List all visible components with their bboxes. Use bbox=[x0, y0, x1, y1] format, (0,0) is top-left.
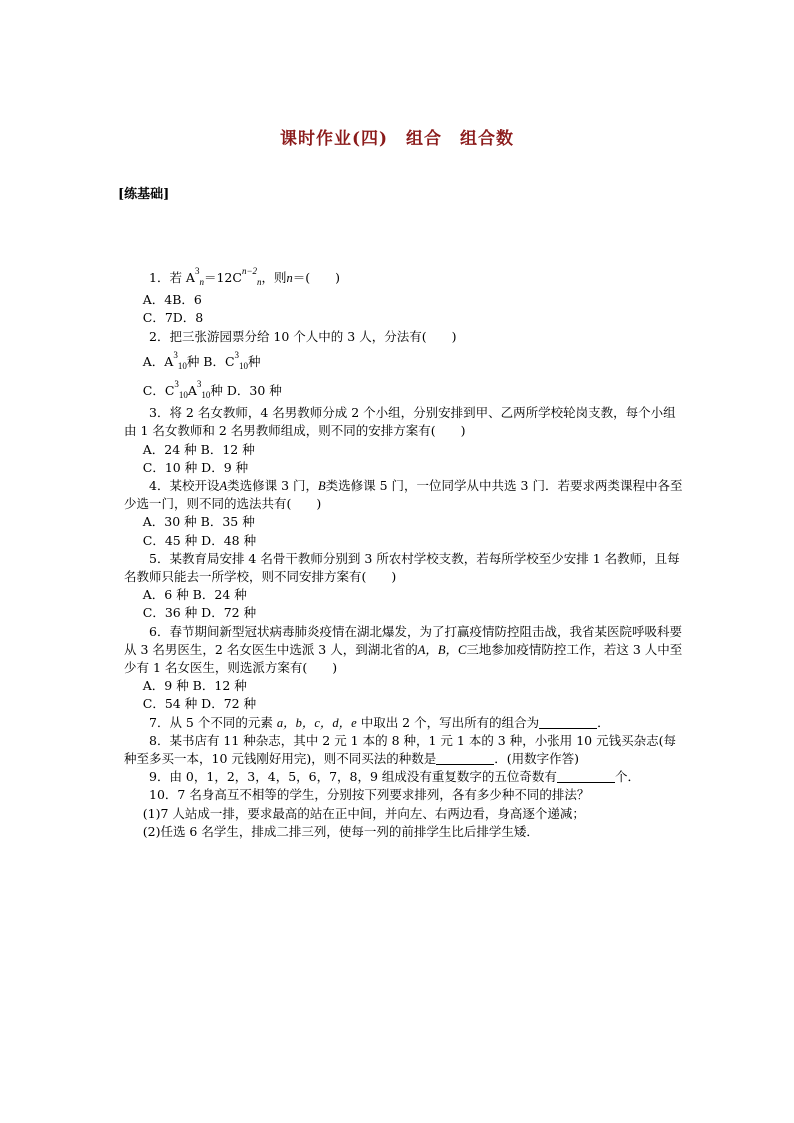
question-3-options-ab: A．24 种 B．12 种 bbox=[142, 441, 255, 457]
question-1-options-ab: A．4B．6 bbox=[142, 292, 202, 308]
question-2-options-cd: C．$C^3_{10}A^3_{10}$种 D．30 种 bbox=[142, 379, 282, 401]
answer-blank-7[interactable] bbox=[539, 716, 597, 729]
question-3-options-cd: C．10 种 D．9 种 bbox=[142, 459, 249, 475]
question-5: 5．某教育局安排 4 名骨干教师分别到 3 所农村学校支教，若每所学校至少安排 1 名教师，且每名教师只能去一所学校，则不同安排方案有( ) bbox=[124, 550, 680, 585]
question-3: 3．将 2 名女教师，4 名男教师分成 2 个小组，分别安排到甲、乙两所学校轮岗支教，每个小组由 1 名女教师和 2 名男教师组成，则不同的安排方案有( ) bbox=[124, 405, 676, 439]
question-9: 9．由 0，1，2，3，4，5，6，7，8，9 组成没有重复数字的五位奇数有 个． bbox=[149, 769, 640, 785]
answer-blank-9[interactable] bbox=[557, 770, 615, 783]
question-4: 4．某校开设A类选修课 3 门，B类选修课 5 门，一位同学从中共选 3 门．若要求两类课程中各至少选一门，则不同的选法共有( ) bbox=[124, 478, 683, 512]
question-4-options-ab: A．30 种 B．35 种 bbox=[142, 514, 255, 530]
exercise-body bbox=[124, 262, 684, 841]
question-6-options-ab: A．9 种 B．12 种 bbox=[142, 678, 247, 694]
page-title: 课时作业(四) 组合 组合数 bbox=[279, 129, 515, 149]
question-6: 6．春节期间新型冠状病毒肺炎疫情在湖北爆发，为了打赢疫情防控阻击战，我省某医院呼吸科要从 3 名男医生，2 名女医生中选派 3 人，到湖北省的A，B，C三地参加疫情防控工作，若这 3 人中至少有 1 名女医生，则选派方案有( ) bbox=[124, 623, 683, 676]
question-10: 10．7 名身高互不相等的学生，分别按下列要求排列，各有多少种不同的排法？ bbox=[149, 787, 590, 803]
section-label: [练基础] bbox=[118, 187, 170, 202]
question-6-options-cd: C．54 种 D．72 种 bbox=[142, 696, 257, 712]
answer-blank-8[interactable] bbox=[436, 752, 494, 765]
question-7: 7．从 5 个不同的元素 a，b，c，d，e 中取出 2 个，写出所有的组合为 ． bbox=[149, 714, 610, 730]
question-5-options-ab: A．6 种 B．24 种 bbox=[142, 587, 247, 603]
question-1: 1．若 $A^3_n=12C^{n-2}_n$，则n＝( ) bbox=[149, 266, 341, 287]
question-10-part-1: (1)7 人站成一排，要求最高的站在正中间，并向左、右两边看，身高逐个递减； bbox=[142, 805, 585, 821]
question-2-options-ab: A．$A^3_{10}$种 B．$C^3_{10}$种 bbox=[142, 349, 261, 371]
question-4-options-cd: C．45 种 D．48 种 bbox=[142, 532, 257, 548]
question-8: 8．某书店有 11 种杂志，其中 2 元 1 本的 8 种，1 元 1 本的 3 种，小张用 10 元钱买杂志(每种至多买一本，10 元钱刚好用完)，则不同买法的种数是 ．(用数字作答) bbox=[124, 732, 676, 767]
question-10-part-2: (2)任选 6 名学生，排成二排三列，使每一列的前排学生比后排学生矮． bbox=[142, 823, 539, 839]
question-5-options-cd: C．36 种 D．72 种 bbox=[142, 605, 257, 621]
question-1-options-cd: C．7D．8 bbox=[142, 310, 204, 326]
question-2: 2．把三张游园票分给 10 个人中的 3 人，分法有( ) bbox=[149, 328, 457, 344]
